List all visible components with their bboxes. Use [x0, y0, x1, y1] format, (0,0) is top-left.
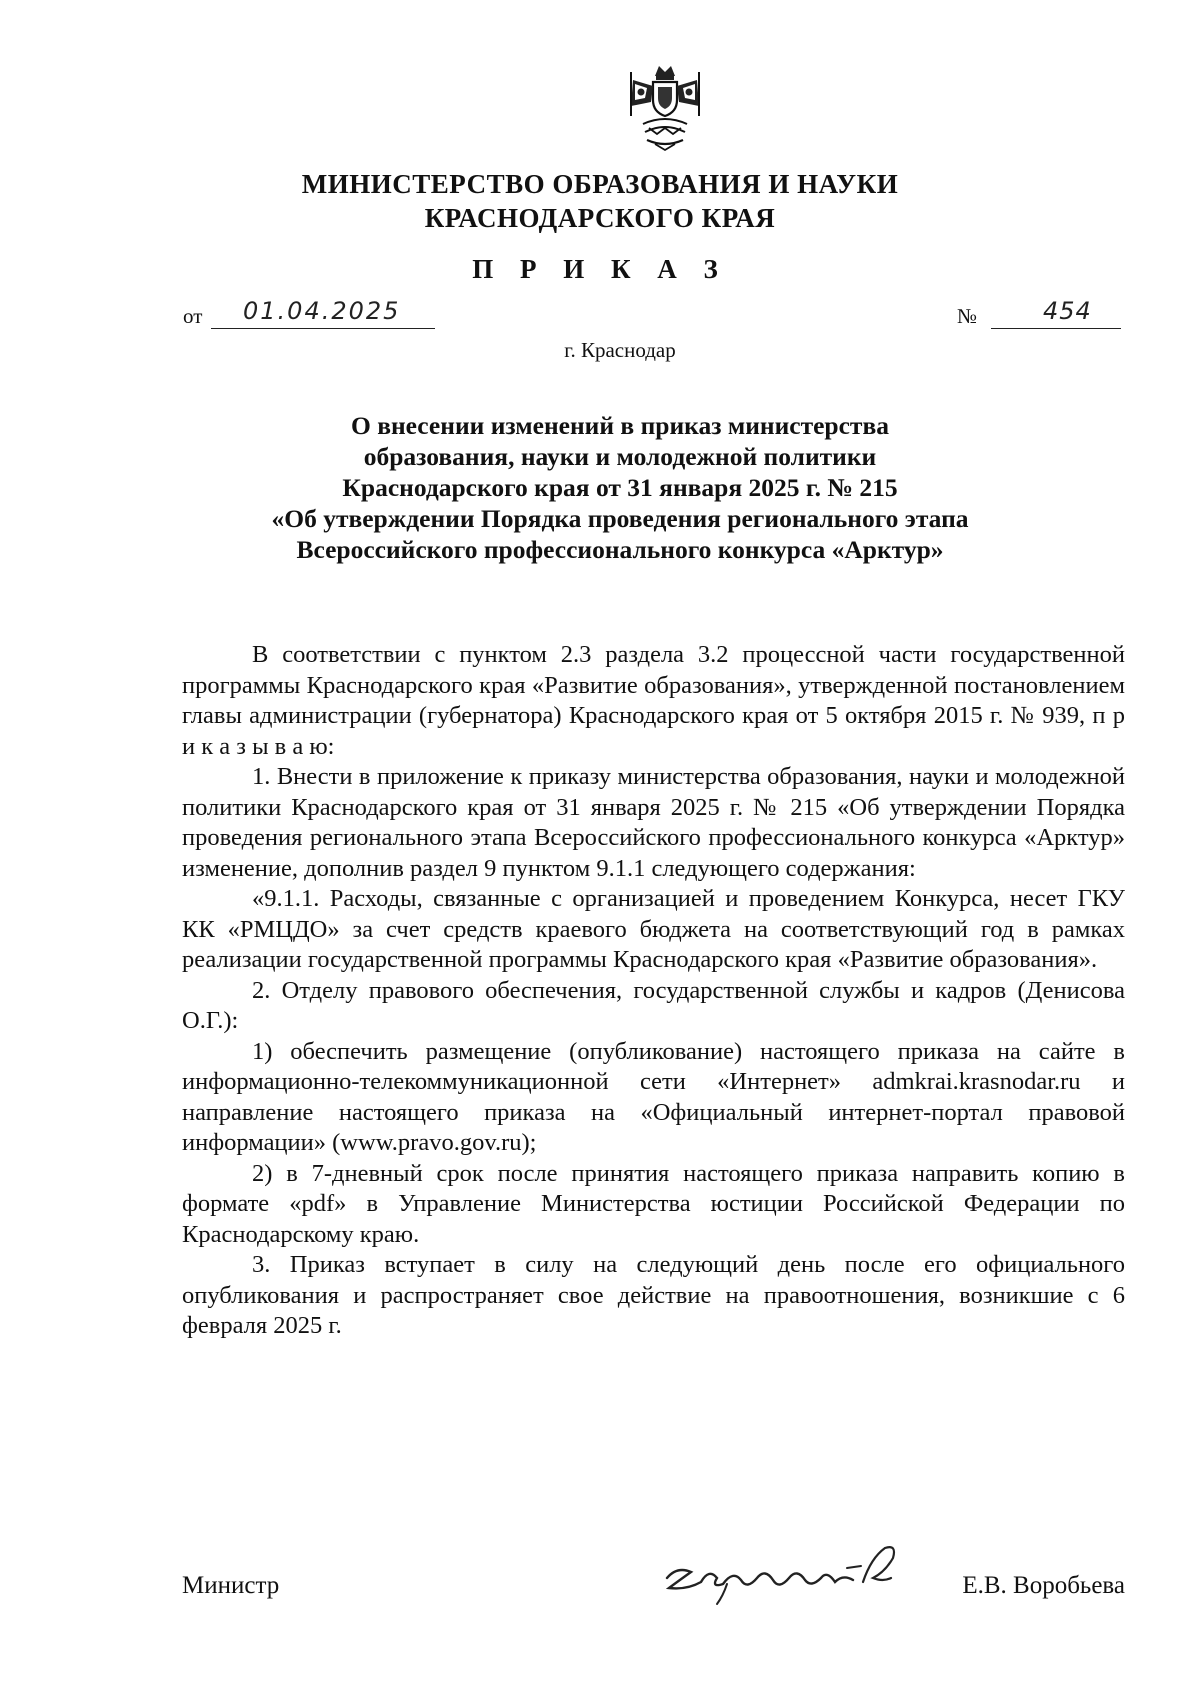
document-type: П Р И К А З	[472, 254, 728, 284]
body-paragraph: 2. Отделу правового обеспечения, государственной службы и кадров (Денисова О.Г.):	[182, 976, 1125, 1034]
title-line: О внесении изменений в приказ министерства	[351, 411, 889, 440]
number-prefix: №	[957, 304, 978, 328]
city: г. Краснодар	[564, 338, 676, 362]
body-paragraph: В соответствии с пунктом 2.3 раздела 3.2 процессной части государственной программы Краснодарского края «Развитие образования», утвержденной постановлением главы администрации (губернатора) Краснодарского края от 5 октября 2015 г. № 939, п р и к а з ы в а ю:	[182, 641, 1125, 760]
date-prefix: от	[183, 304, 203, 328]
title-line: образования, науки и молодежной политики	[363, 442, 877, 471]
date-number-row	[183, 297, 1123, 337]
body-paragraph: 2) в 7-дневный срок после принятия настоящего приказа направить копию в формате «pdf» в Управление Министерства юстиции Российской Федерации по Краснодарскому краю.	[182, 1159, 1125, 1248]
order-date: 01.04.2025	[243, 297, 401, 325]
number-underline	[991, 328, 1121, 329]
date-underline	[211, 328, 435, 329]
order-number: 454	[1043, 297, 1092, 325]
order-body	[182, 640, 1125, 1342]
body-paragraph: 1) обеспечить размещение (опубликование) настоящего приказа на сайте в информационно-телекоммуникационной сети «Интернет» admkrai.krasnodar.ru и направление настоящего приказа на «Официальный интернет-портал правовой информации» (www.pravo.gov.ru);	[182, 1037, 1125, 1156]
title-line: «Об утверждении Порядка проведения регионального этапа	[271, 504, 969, 533]
body-paragraph: 3. Приказ вступает в силу на следующий день после его официального опубликования и распространяет свое действие на правоотношения, возникшие с 6 февраля 2025 г.	[182, 1251, 1125, 1339]
body-paragraph: 1. Внести в приложение к приказу министерства образования, науки и молодежной политики Краснодарского края от 31 января 2025 г. № 215 «Об утверждении Порядка проведения регионального этапа Всероссийского профессионального конкурса «Арктур» изменение, дополнив раздел 9 пунктом 9.1.1 следующего содержания:	[182, 763, 1125, 882]
body-paragraph: «9.1.1. Расходы, связанные с организацией и проведением Конкурса, несет ГКУ КК «РМЦДО» за счет средств краевого бюджета на соответствующий год в рамках реализации государственной программы Краснодарского края «Развитие образования».	[182, 885, 1125, 973]
order-title	[200, 410, 1040, 565]
ministry-name-line-1: МИНИСТЕРСТВО ОБРАЗОВАНИЯ И НАУКИ	[301, 169, 899, 199]
signer-name: Е.В. Воробьева	[962, 1572, 1125, 1599]
ministry-name-line-2: КРАСНОДАРСКОГО КРАЯ	[424, 203, 776, 233]
title-line: Всероссийского профессионального конкурса «Арктур»	[296, 535, 944, 564]
signer-position: Министр	[182, 1572, 280, 1599]
title-line: Краснодарского края от 31 января 2025 г. № 215	[342, 473, 898, 502]
signature-block	[182, 1556, 1125, 1616]
coat-of-arms-icon	[625, 62, 705, 154]
handwritten-signature	[657, 1538, 917, 1608]
